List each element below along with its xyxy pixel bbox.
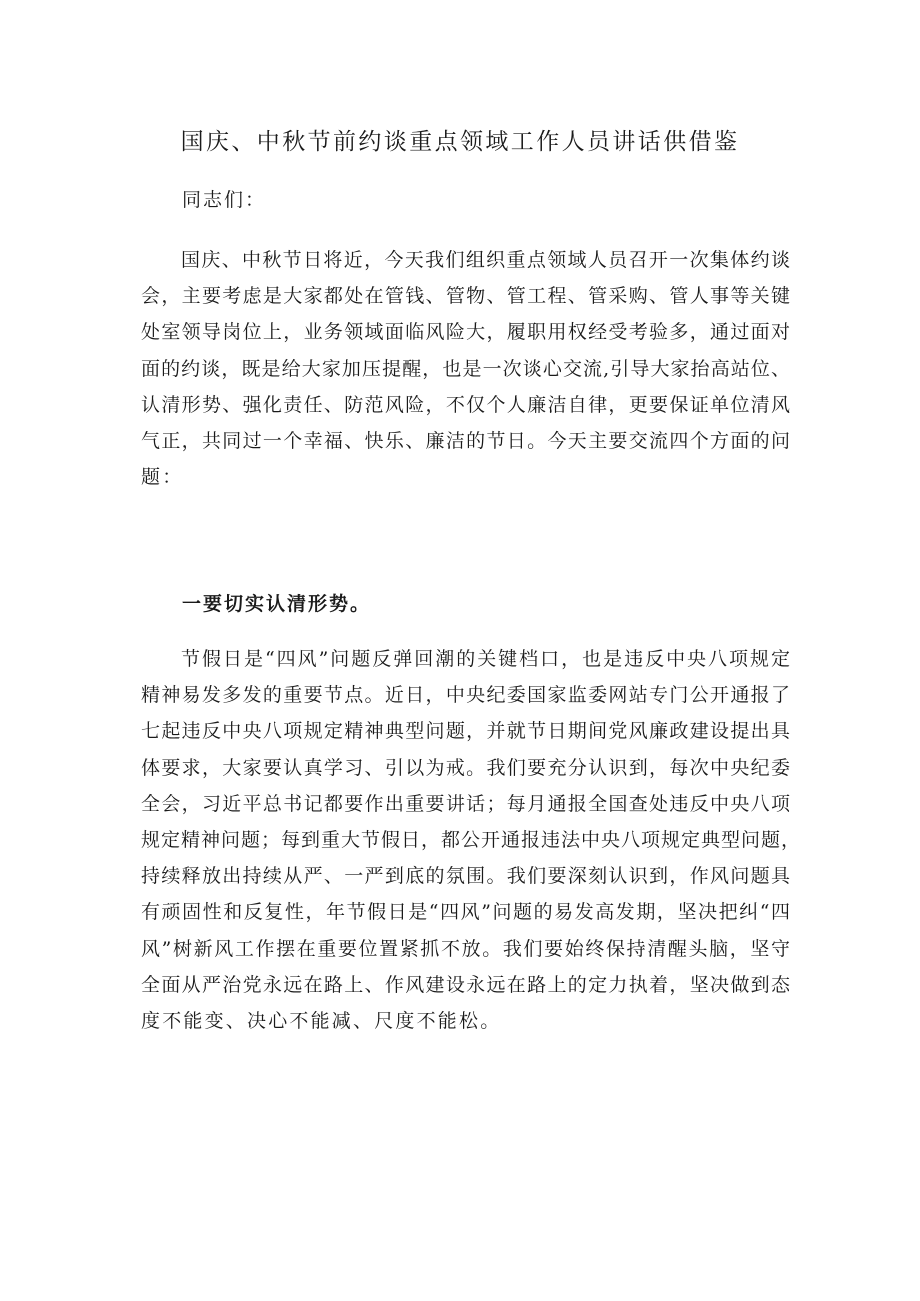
paragraph-line: 度不能变、决心不能减、尺度不能松。 [141, 1009, 502, 1032]
paragraph-line: 题： [141, 466, 184, 489]
document-title: 国庆、中秋节前约谈重点领域工作人员讲话供借鉴 [180, 129, 740, 155]
paragraph-line: 会，主要考虑是大家都处在管钱、管物、管工程、管采购、管人事等关键 [141, 285, 791, 308]
section-heading: 一要切实认清形势。 [182, 593, 372, 615]
paragraph-line: 七起违反中央八项规定精神典型问题，并就节日期间党风廉政建设提出具 [141, 720, 791, 743]
paragraph-line: 规定精神问题；每到重大节假日，都公开通报违法中央八项规定典型问题， [141, 828, 802, 851]
section-paragraph [141, 641, 802, 1039]
paragraph-line: 全面从严治党永远在路上、作风建设永远在路上的定力执着，坚决做到态 [141, 973, 791, 996]
paragraph-line: 风”树新风工作摆在重要位置紧抓不放。我们要始终保持清醒头脑，坚守 [141, 937, 791, 960]
salutation: 同志们： [182, 189, 267, 211]
paragraph-line: 全会，习近平总书记都要作出重要讲话；每月通报全国查处违反中央八项 [141, 792, 791, 815]
paragraph-line: 有顽固性和反复性，年节假日是“四风”问题的易发高发期，坚决把纠“四 [141, 901, 791, 924]
paragraph-line: 认清形势、强化责任、防范风险，不仅个人廉洁自律，更要保证单位清风 [141, 393, 791, 416]
intro-paragraph [141, 242, 791, 495]
paragraph-line: 国庆、中秋节日将近，今天我们组织重点领域人员召开一次集体约谈 [181, 249, 791, 271]
paragraph-line: 体要求，大家要认真学习、引以为戒。我们要充分认识到，每次中央纪委 [141, 756, 791, 779]
paragraph-line: 节假日是“四风”问题反弹回潮的关键档口，也是违反中央八项规定 [181, 648, 791, 670]
paragraph-line: 处室领导岗位上，业务领域面临风险大，履职用权经受考验多，通过面对 [141, 321, 791, 344]
paragraph-line: 气正，共同过一个幸福、快乐、廉洁的节日。今天主要交流四个方面的问 [141, 429, 791, 452]
paragraph-line: 精神易发多发的重要节点。近日，中央纪委国家监委网站专门公开通报了 [141, 684, 791, 707]
paragraph-line: 面的约谈，既是给大家加压提醒，也是一次谈心交流,引导大家抬高站位、 [141, 357, 791, 380]
paragraph-line: 持续释放出持续从严、一严到底的氛围。我们要深刻认识到，作风问题具 [141, 865, 791, 888]
